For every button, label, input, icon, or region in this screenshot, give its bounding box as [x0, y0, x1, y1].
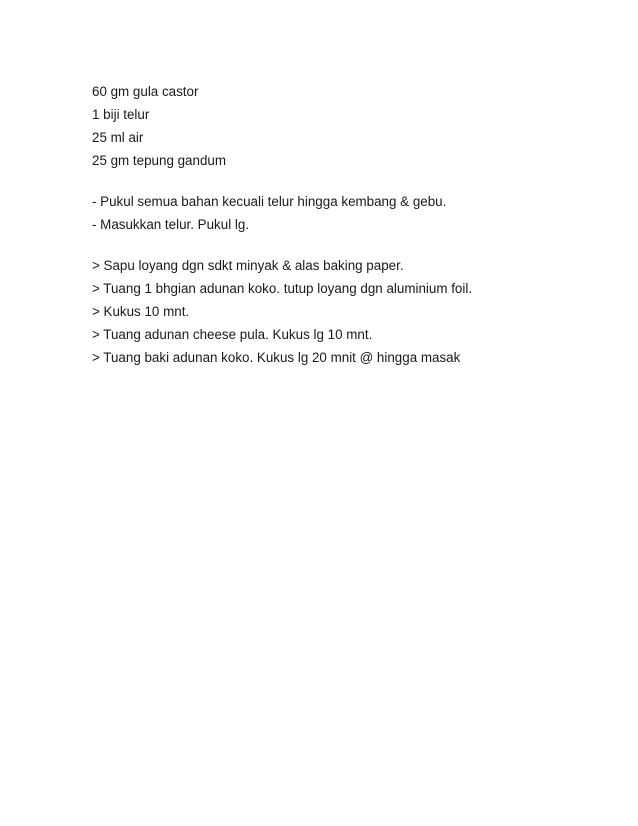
ingredient-line: 60 gm gula castor [92, 84, 199, 99]
steaming-step-line: > Tuang 1 bhgian adunan koko. tutup loyang dgn aluminium foil. [92, 281, 473, 296]
steaming-step-line: > Tuang adunan cheese pula. Kukus lg 10 mnt. [92, 327, 373, 342]
ingredient-line: 1 biji telur [92, 107, 150, 122]
mixing-step-line: - Masukkan telur. Pukul lg. [92, 217, 250, 232]
mixing-step-line: - Pukul semua bahan kecuali telur hingga kembang & gebu. [92, 194, 447, 209]
steaming-steps [92, 254, 612, 369]
ingredient-line: 25 ml air [92, 130, 144, 145]
ingredients-list [92, 80, 612, 172]
ingredient-line: 25 gm tepung gandum [92, 153, 227, 168]
recipe-text [92, 80, 612, 369]
steaming-step-line: > Kukus 10 mnt. [92, 304, 190, 319]
steaming-step-line: > Sapu loyang dgn sdkt minyak & alas baking paper. [92, 258, 404, 273]
mixing-steps [92, 190, 612, 236]
steaming-step-line: > Tuang baki adunan koko. Kukus lg 20 mnit @ hingga masak [92, 350, 461, 365]
